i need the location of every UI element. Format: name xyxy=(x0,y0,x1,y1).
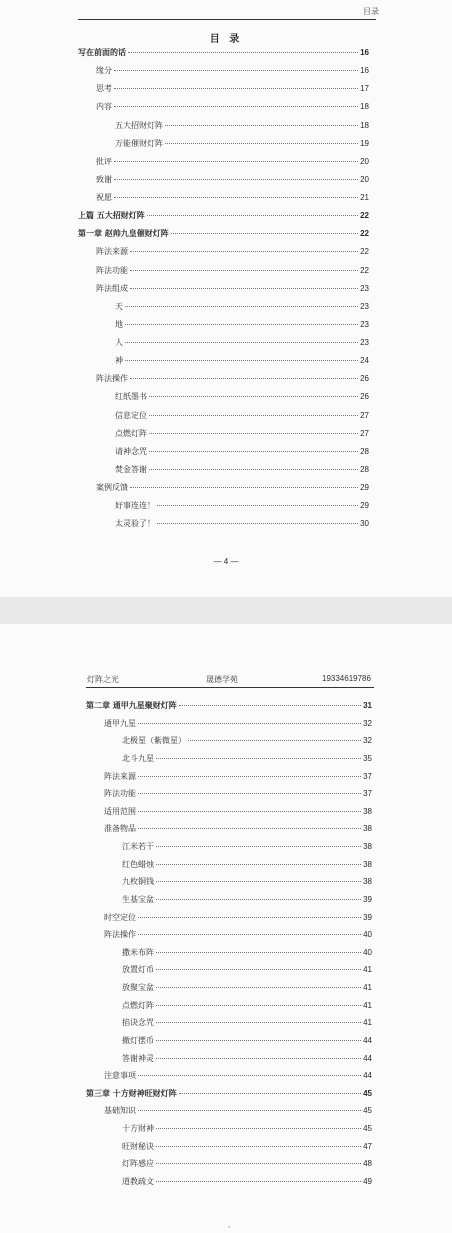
toc-entry-page: 28 xyxy=(360,464,369,474)
dot-leader xyxy=(156,899,361,900)
dot-leader xyxy=(114,70,358,71)
toc-entry-title: 阵法操作 xyxy=(96,374,128,384)
toc-entry-title: 信息定位 xyxy=(115,410,147,420)
toc-entry-page: 38 xyxy=(363,824,372,834)
toc-entry-title: 道教疏文 xyxy=(122,1177,154,1186)
toc-entry-title: 焚金答谢 xyxy=(115,464,147,474)
dot-leader xyxy=(165,143,358,144)
toc-entry-title: 天 xyxy=(115,301,123,311)
dot-leader xyxy=(138,776,361,777)
dot-leader xyxy=(138,917,361,918)
dot-leader xyxy=(156,952,361,953)
toc-entry-title: 点燃灯阵 xyxy=(122,1000,154,1010)
toc-entry-title: 基础知识 xyxy=(104,1106,136,1116)
toc-entry-page: 17 xyxy=(360,84,369,94)
toc-entry-page: 19 xyxy=(360,138,369,148)
dot-leader xyxy=(114,88,358,89)
toc-entry-page: 44 xyxy=(363,1071,372,1081)
toc-entry[interactable] xyxy=(104,772,372,782)
dot-leader xyxy=(125,324,358,325)
toc-page-2 xyxy=(0,624,452,1233)
toc-entry[interactable] xyxy=(122,948,372,958)
toc-entry-page: 48 xyxy=(363,1159,372,1169)
toc-entry[interactable] xyxy=(122,895,372,905)
toc-entry-title: 第一章 赵帅九皇催财灯阵 xyxy=(78,229,169,239)
toc-entry[interactable] xyxy=(115,411,369,421)
toc-entry[interactable] xyxy=(115,121,369,131)
toc-entry-page: 49 xyxy=(363,1177,372,1186)
toc-entry[interactable] xyxy=(115,429,369,439)
dot-leader xyxy=(149,433,358,434)
toc-entry-title: 生基宝盆 xyxy=(122,894,154,904)
toc-entry-title: 准备物品 xyxy=(104,824,136,834)
toc-entry[interactable] xyxy=(104,1071,372,1081)
toc-entry-page: 20 xyxy=(360,156,369,166)
dot-leader xyxy=(125,342,358,343)
toc-entry[interactable] xyxy=(104,913,372,923)
toc-entry[interactable] xyxy=(122,1159,372,1169)
toc-entry[interactable] xyxy=(96,284,369,294)
dot-leader xyxy=(138,793,361,794)
page-mark: · xyxy=(228,1223,231,1232)
toc-entry[interactable] xyxy=(122,1036,372,1046)
toc-entry-page: 38 xyxy=(363,877,372,887)
toc-entry-title: 缘分 xyxy=(96,66,112,76)
toc-entry-title: 阵法组成 xyxy=(96,283,128,293)
toc-entry[interactable] xyxy=(115,139,369,149)
toc-entry[interactable] xyxy=(122,877,372,887)
toc-entry-title: 上篇 五大招财灯阵 xyxy=(78,211,145,221)
toc-entry[interactable] xyxy=(122,1001,372,1011)
running-header-phone: 19334619786 xyxy=(322,674,371,683)
toc-entry[interactable] xyxy=(96,193,369,203)
toc-entry[interactable] xyxy=(115,447,369,457)
toc-entry-page: 22 xyxy=(360,265,369,275)
running-header: 目录 xyxy=(363,7,379,16)
toc-entry-page: 41 xyxy=(363,1018,372,1028)
toc-entry[interactable] xyxy=(96,84,369,94)
toc-entry-title: 通甲九星 xyxy=(104,718,136,728)
dot-leader xyxy=(156,1058,361,1059)
toc-entry-title: 阵法功能 xyxy=(96,265,128,275)
toc-entry[interactable] xyxy=(104,930,372,940)
dot-leader xyxy=(130,251,358,252)
toc-entry-page: 22 xyxy=(360,229,369,239)
dot-leader xyxy=(130,270,358,271)
toc-entry-page: 41 xyxy=(363,983,372,993)
toc-entry-page: 31 xyxy=(363,701,372,710)
toc-entry-title: 江米若干 xyxy=(122,842,154,852)
toc-title: 目 录 xyxy=(209,34,243,45)
toc-entry-page: 22 xyxy=(360,211,369,221)
dot-leader xyxy=(138,934,361,935)
toc-entry-title: 北极星（紫微星） xyxy=(122,736,186,746)
toc-entry-page: 40 xyxy=(363,930,372,940)
dot-leader xyxy=(156,1181,361,1182)
toc-entry-page: 41 xyxy=(363,965,372,975)
toc-entry-title: 案例反馈 xyxy=(96,483,128,493)
toc-entry[interactable] xyxy=(115,302,369,312)
toc-entry-page: 30 xyxy=(360,519,369,529)
dot-leader xyxy=(114,197,358,198)
toc-entry-page: 23 xyxy=(360,319,369,329)
toc-entry-page: 23 xyxy=(360,283,369,293)
dot-leader xyxy=(147,215,358,216)
dot-leader xyxy=(179,705,361,706)
toc-entry-page: 20 xyxy=(360,174,369,184)
dot-leader xyxy=(149,451,358,452)
toc-entry-title: 九枚铜钱 xyxy=(122,877,154,887)
dot-leader xyxy=(138,811,361,812)
toc-page-1 xyxy=(0,0,452,597)
toc-entry-title: 阵法来源 xyxy=(96,247,128,257)
toc-entry-page: 26 xyxy=(360,392,369,402)
toc-entry-title: 阵法操作 xyxy=(104,930,136,940)
dot-leader xyxy=(149,469,358,470)
toc-entry-page: 28 xyxy=(360,446,369,456)
toc-entry-title: 掐诀念咒 xyxy=(122,1018,154,1028)
dot-leader xyxy=(138,1075,361,1076)
toc-entry[interactable] xyxy=(115,338,369,348)
toc-entry-page: 27 xyxy=(360,410,369,420)
toc-entry[interactable] xyxy=(104,719,372,729)
toc-entry[interactable] xyxy=(122,1018,372,1028)
dot-leader xyxy=(165,125,358,126)
toc-entry-page: 39 xyxy=(363,912,372,922)
toc-entry-page: 22 xyxy=(360,247,369,257)
toc-entry-title: 答谢神灵 xyxy=(122,1053,154,1063)
dot-leader xyxy=(114,106,358,107)
toc-entry[interactable] xyxy=(115,392,369,402)
toc-entry-title: 批评 xyxy=(96,156,112,166)
toc-entry-page: 37 xyxy=(363,771,372,781)
toc-entry-page: 45 xyxy=(363,1106,372,1116)
toc-entry-page: 23 xyxy=(360,301,369,311)
toc-entry-title: 祝愿 xyxy=(96,193,112,203)
toc-entry-page: 44 xyxy=(363,1053,372,1063)
toc-entry-page: 32 xyxy=(363,718,372,728)
dot-leader xyxy=(156,1128,361,1129)
toc-entry-page: 26 xyxy=(360,374,369,384)
toc-entry[interactable] xyxy=(96,157,369,167)
page-number: — 4 — xyxy=(213,557,239,566)
toc-entry[interactable] xyxy=(104,1106,372,1116)
toc-entry-page: 29 xyxy=(360,483,369,493)
toc-entry[interactable] xyxy=(86,701,372,711)
toc-entry-title: 太灵验了！ xyxy=(115,519,155,529)
toc-entry-page: 16 xyxy=(360,48,369,57)
toc-entry[interactable] xyxy=(122,754,372,764)
toc-entry[interactable] xyxy=(115,356,369,366)
toc-entry-page: 39 xyxy=(363,894,372,904)
toc-entry[interactable] xyxy=(115,465,369,475)
dot-leader xyxy=(125,306,358,307)
toc-entry[interactable] xyxy=(115,501,369,511)
dot-leader xyxy=(156,758,361,759)
toc-entry[interactable] xyxy=(104,824,372,834)
toc-entry-page: 27 xyxy=(360,428,369,438)
header-rule xyxy=(86,687,374,688)
dot-leader xyxy=(156,846,361,847)
toc-entry-title: 第三章 十方财神旺财灯阵 xyxy=(86,1088,177,1098)
toc-entry[interactable] xyxy=(96,483,369,493)
toc-entry[interactable] xyxy=(122,1124,372,1134)
dot-leader xyxy=(156,1163,361,1164)
dot-leader xyxy=(157,523,358,524)
toc-entry-page: 29 xyxy=(360,501,369,511)
toc-entry-title: 好事连连！ xyxy=(115,501,155,511)
toc-entry-page: 35 xyxy=(363,753,372,763)
toc-entry-page: 24 xyxy=(360,356,369,366)
toc-entry-page: 16 xyxy=(360,66,369,76)
dot-leader xyxy=(125,360,358,361)
dot-leader xyxy=(130,487,358,488)
toc-entry-title: 思考 xyxy=(96,84,112,94)
dot-leader xyxy=(156,1022,361,1023)
dot-leader xyxy=(114,179,358,180)
dot-leader xyxy=(156,1146,361,1147)
dot-leader xyxy=(188,740,361,741)
toc-entry[interactable] xyxy=(122,983,372,993)
toc-entry-title: 红色蜡烛 xyxy=(122,859,154,869)
toc-entry[interactable] xyxy=(115,519,369,529)
toc-entry-title: 适用范围 xyxy=(104,806,136,816)
toc-entry[interactable] xyxy=(104,807,372,817)
toc-entry[interactable] xyxy=(78,48,369,58)
toc-entry-page: 18 xyxy=(360,120,369,130)
dot-leader xyxy=(156,864,361,865)
toc-entry-page: 44 xyxy=(363,1035,372,1045)
toc-entry-title: 五大招财灯阵 xyxy=(115,120,163,130)
toc-entry-title: 阵法来源 xyxy=(104,771,136,781)
toc-entry[interactable] xyxy=(122,860,372,870)
toc-entry-title: 内容 xyxy=(96,102,112,112)
toc-entry-title: 地 xyxy=(115,319,123,329)
toc-entry-page: 37 xyxy=(363,789,372,799)
dot-leader xyxy=(130,378,358,379)
toc-entry-title: 时空定位 xyxy=(104,912,136,922)
toc-entry-title: 第二章 通甲九星聚财灯阵 xyxy=(86,701,177,710)
toc-entry-page: 45 xyxy=(363,1088,372,1098)
toc-entry-title: 旺财秘诀 xyxy=(122,1141,154,1151)
toc-entry[interactable] xyxy=(96,247,369,257)
dot-leader xyxy=(156,881,361,882)
toc-entry-title: 放置灯币 xyxy=(122,965,154,975)
toc-entry[interactable] xyxy=(122,965,372,975)
toc-entry[interactable] xyxy=(96,102,369,112)
dot-leader xyxy=(130,288,358,289)
dot-leader xyxy=(138,723,361,724)
dot-leader xyxy=(114,161,358,162)
running-header-left: 灯阵之光 xyxy=(87,675,119,684)
toc-entry[interactable] xyxy=(104,789,372,799)
toc-entry-title: 阵法功能 xyxy=(104,789,136,799)
dot-leader xyxy=(128,52,358,53)
toc-entry[interactable] xyxy=(78,229,369,239)
toc-entry[interactable] xyxy=(78,211,369,221)
toc-entry-page: 40 xyxy=(363,947,372,957)
toc-entry[interactable] xyxy=(115,320,369,330)
toc-entry[interactable] xyxy=(86,1089,372,1099)
toc-entry[interactable] xyxy=(122,1142,372,1152)
toc-entry-title: 人 xyxy=(115,338,123,348)
toc-entry[interactable] xyxy=(96,175,369,185)
toc-entry-title: 点燃灯阵 xyxy=(115,428,147,438)
toc-entry-page: 23 xyxy=(360,338,369,348)
dot-leader xyxy=(157,505,358,506)
dot-leader xyxy=(179,1093,361,1094)
toc-entry[interactable] xyxy=(122,1177,372,1187)
dot-leader xyxy=(149,396,358,397)
dot-leader xyxy=(138,828,361,829)
dot-leader xyxy=(156,1005,361,1006)
toc-entry-title: 红纸墨书 xyxy=(115,392,147,402)
toc-entry-page: 41 xyxy=(363,1000,372,1010)
toc-entry-title: 神 xyxy=(115,356,123,366)
toc-entry-title: 十方财神 xyxy=(122,1124,154,1134)
toc-entry-title: 撤灯摆币 xyxy=(122,1035,154,1045)
toc-entry-title: 请神念咒 xyxy=(115,446,147,456)
toc-entry-page: 38 xyxy=(363,842,372,852)
toc-entry[interactable] xyxy=(122,842,372,852)
dot-leader xyxy=(156,1040,361,1041)
toc-entry-page: 21 xyxy=(360,193,369,203)
toc-entry[interactable] xyxy=(96,66,369,76)
toc-entry[interactable] xyxy=(122,736,372,746)
toc-entry-title: 灯阵感应 xyxy=(122,1159,154,1169)
running-header-center: 晟德学苑 xyxy=(206,675,238,684)
dot-leader xyxy=(156,987,361,988)
toc-entry-page: 45 xyxy=(363,1124,372,1134)
toc-entry-page: 38 xyxy=(363,806,372,816)
toc-entry-title: 注意事项 xyxy=(104,1071,136,1081)
header-rule xyxy=(78,19,376,20)
toc-entry-title: 万能催财灯阵 xyxy=(115,138,163,148)
dot-leader xyxy=(156,969,361,970)
toc-entry-page: 38 xyxy=(363,859,372,869)
toc-entry[interactable] xyxy=(96,374,369,384)
toc-entry[interactable] xyxy=(96,266,369,276)
toc-entry-title: 致谢 xyxy=(96,174,112,184)
dot-leader xyxy=(149,415,358,416)
toc-entry-title: 放聚宝盆 xyxy=(122,983,154,993)
dot-leader xyxy=(138,1110,361,1111)
toc-entry[interactable] xyxy=(122,1054,372,1064)
toc-entry-page: 47 xyxy=(363,1141,372,1151)
toc-entry-title: 北斗九星 xyxy=(122,753,154,763)
toc-entry-page: 32 xyxy=(363,736,372,746)
toc-entry-title: 写在前面的话 xyxy=(78,48,126,57)
toc-entry-title: 撒米布阵 xyxy=(122,947,154,957)
dot-leader xyxy=(171,233,358,234)
toc-entry-page: 18 xyxy=(360,102,369,112)
